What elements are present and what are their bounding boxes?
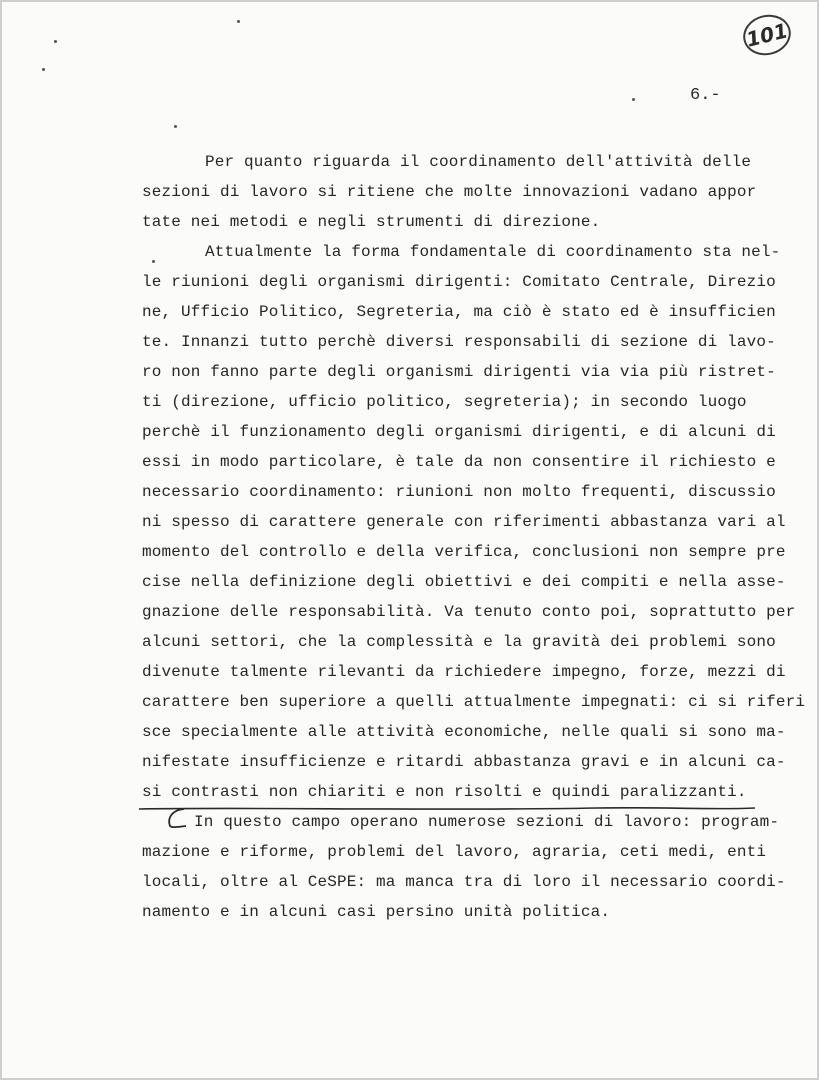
paper-speck [174,125,177,128]
text-line: Attualmente la forma fondamentale di coordinamento sta nel- [205,243,781,261]
text-line: tate nei metodi e negli strumenti di direzione. [142,213,601,231]
archive-stamp: 101 [739,10,795,60]
paper-speck [632,98,635,101]
text-line: ro non fanno parte degli organismi dirigenti via via più ristret- [142,363,776,381]
text-line: alcuni settori, che la complessità e la gravità dei problemi sono [142,633,776,651]
text-line: momento del controllo e della verifica, conclusioni non sempre pre [142,543,786,561]
text-line: divenute talmente rilevanti da richiedere impegno, forze, mezzi di [142,663,786,681]
text-line-content: sezioni di lavoro si ritiene che molte innovazioni vadano appor [142,183,757,201]
text-line: ti (direzione, ufficio politico, segreteria); in secondo luogo [142,393,747,411]
text-line: perchè il funzionamento degli organismi dirigenti, e di alcuni di [142,423,776,441]
paper-speck [42,68,45,71]
text-line: sce specialmente alle attività economiche, nelle quali si sono ma- [142,723,786,741]
text-line: essi in modo particolare, è tale da non consentire il richiesto e [142,453,776,471]
text-line: te. Innanzi tutto perchè diversi responsabili di sezione di lavo- [142,333,776,351]
page-number: 6.- [690,86,721,105]
text-line: locali, oltre al CeSPE: ma manca tra di loro il necessario coordi- [142,873,786,891]
text-line: namento e in alcuni casi persino unità politica. [142,903,611,921]
paper-speck [237,20,240,23]
text-line [142,183,756,201]
text-line: mazione e riforme, problemi del lavoro, agraria, ceti medi, enti [142,843,767,861]
handwritten-bracket [162,806,188,830]
text-line: ni spesso di carattere generale con riferimenti abbastanza vari al [142,513,786,531]
text-line: ne, Ufficio Politico, Segreteria, ma ciò è stato ed è insufficien [142,303,776,321]
text-line: gnazione delle responsabilità. Va tenuto conto poi, soprattutto per [142,603,796,621]
text-line: le riunioni degli organismi dirigenti: Comitato Centrale, Direzio [142,273,776,291]
paper-speck [152,260,155,263]
text-line: In questo campo operano numerose sezioni di lavoro: program- [194,813,780,831]
text-line: carattere ben superiore a quelli attualmente impegnati: ci si riferi [142,693,806,711]
text-line: cise nella definizione degli obiettivi e dei compiti e nella asse- [142,573,786,591]
text-line: nifestate insufficienze e ritardi abbastanza gravi e in alcuni ca- [142,753,786,771]
paper-speck [54,40,57,43]
text-line: necessario coordinamento: riunioni non molto frequenti, discussio [142,483,776,501]
text-line: si contrasti non chiariti e non risolti e quindi paralizzanti. [142,783,747,801]
text-line: Per quanto riguarda il coordinamento dell'attività delle [205,153,752,171]
